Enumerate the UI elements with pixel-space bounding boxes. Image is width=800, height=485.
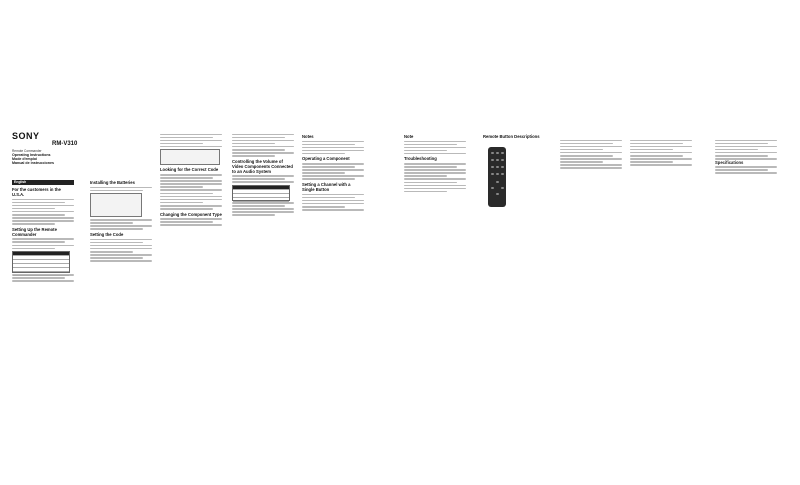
column-2 <box>90 178 152 308</box>
column-8 <box>560 138 622 308</box>
remote-diagram <box>488 147 506 207</box>
battery-illustration <box>90 193 142 217</box>
heading-troubleshooting: Troubleshooting <box>404 156 437 162</box>
column-10 <box>715 138 777 308</box>
heading-batteries: Installing the Batteries <box>90 180 135 185</box>
model-number: RM-V310 <box>52 141 78 147</box>
column-3 <box>160 132 222 308</box>
heading-setup: Setting Up the Remote Commander <box>12 226 57 237</box>
component-table <box>12 251 70 273</box>
english-bar: English <box>12 180 74 185</box>
op-title-es: Manual de instrucciones <box>12 161 54 165</box>
heading-customers: For the customers in the U.S.A. <box>12 187 61 197</box>
op-title-en: Operating Instructions <box>12 153 51 157</box>
column-9 <box>630 138 692 308</box>
column-6 <box>404 132 466 308</box>
column-5 <box>302 132 364 308</box>
product-subtitle: Remote Commander <box>12 149 42 153</box>
heading-specs: Specifications <box>715 160 744 166</box>
heading-changing: Changing the Component Type <box>160 211 222 217</box>
heading-operating: Operating a Component <box>302 156 350 162</box>
setup-figure <box>160 149 220 165</box>
heading-code: Setting the Code <box>90 232 124 238</box>
heading-notes: Notes <box>302 134 314 139</box>
heading-note: Note <box>404 134 414 139</box>
brand-logo: SONY <box>12 131 40 141</box>
heading-buttons: Remote Button Descriptions <box>483 134 540 139</box>
heading-channel: Setting a Channel with a Single Button <box>302 182 351 193</box>
heading-tvcode: Looking for the Correct Code <box>160 167 219 173</box>
op-title-fr: Mode d'emploi <box>12 157 38 161</box>
column-1 <box>12 178 74 308</box>
column-4 <box>232 132 294 308</box>
volume-table <box>232 185 290 201</box>
heading-volume: Controlling the Volume of Video Components Connected to an Audio System <box>232 158 293 174</box>
title-block <box>12 149 127 165</box>
